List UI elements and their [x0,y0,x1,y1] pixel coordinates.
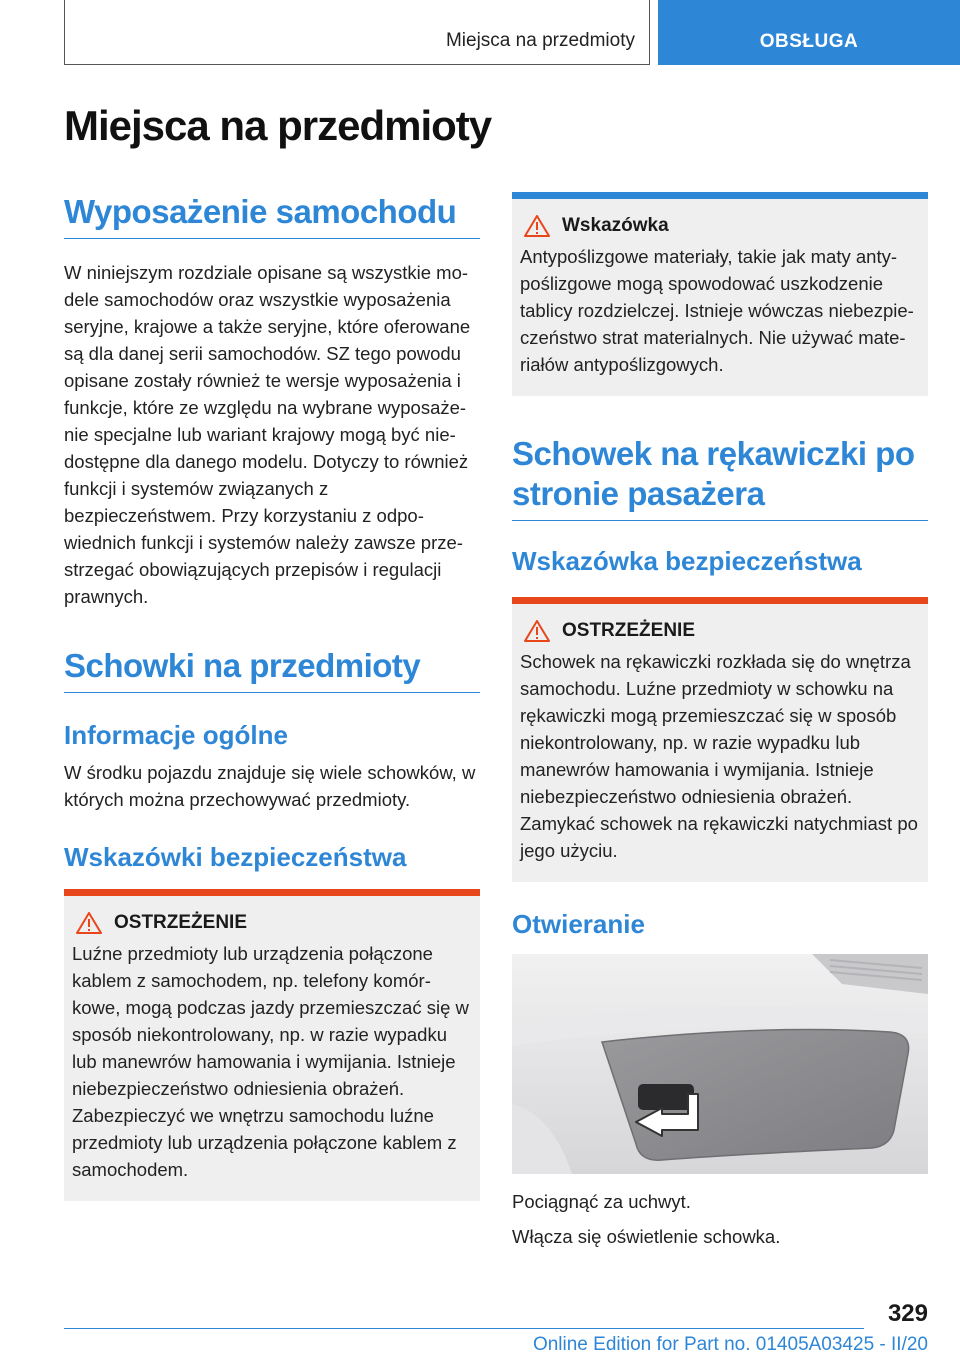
left-column [64,192,480,1201]
glovebox-warning-box [512,597,928,882]
warning-triangle-icon [76,912,102,934]
footer-divider [64,1328,864,1329]
heading-general-info: Informacje ogólne [64,720,288,750]
header-chapter-tab[interactable] [658,0,960,65]
right-column [512,192,928,1250]
note-box [512,192,928,396]
page-number: 329 [887,1300,928,1327]
warning-box [64,889,480,1201]
header-frame [64,0,650,65]
heading-equipment: Wyposażenie samochodu [64,192,480,239]
step-pull-handle: Pociągnąć za uchwyt. [512,1191,691,1212]
warning-text: Luźne przedmioty lub urządzenia połączone kablem z samochodem, np. telefony komórkowe, mogą podczas jazdy przemieszczać się w sposób niekontrolowany, np. w razie wypadku lub manewrów hamowania i wymijania. Istnieje niebezpieczeństwo odniesienia obrażeń. Zabezpieczyć we wnętrzu samochodu luźne przedmioty lub urządzenia połączone kablem z samochodem. [72,943,469,1180]
glovebox-warning-header [520,620,920,642]
page-title: Miejsca na przedmioty [64,102,492,149]
glovebox-photo [512,954,928,1174]
heading-safety-note: Wskazówka bezpieczeństwa [512,546,862,576]
heading-opening: Otwieranie [512,909,645,939]
paragraph-general-info: W środku pojazdu znajduje się wiele schowków, w których można przechowywać przedmioty. [64,762,476,810]
header-chapter-label: OBSŁUGA [759,31,859,52]
warning-triangle-icon [524,620,550,642]
heading-storage: Schowki na przedmioty [64,646,480,693]
note-text: Antypoślizgowe materiały, takie jak maty antypoślizgowe mogą spowodować uszkodzenie tablicy rozdzielczej. Istnieje wówczas niebezpieczeństwo strat materialnych. Nie używać materiałów antypoślizgowych. [520,246,914,375]
paragraph-equipment: W niniejszym rozdziale opisane są wszystkie modele samochodów oraz wszystkie wyposażenia seryjne, krajowe a także seryjne, które oferowane są dla danej serii samochodów. SZ tego powodu opisane zostały również te wersje wyposażenia i funkcje, które ze względu na wybrane wyposażenie specjalne lub wariant krajowy mogą być niedostępne dla danego modelu. Dotyczy to również funkcji i systemów związanych z bezpieczeństwem. Przy korzystaniu z odpowiednich funkcji i systemów należy zawsze przestrzegać obowiązujących przepisów i regulacji prawnych. [64,262,471,607]
caution-triangle-icon [524,215,550,237]
note-header [520,215,920,237]
glovebox-warning-text: Schowek na rękawiczki rozkłada się do wnętrza samochodu. Luźne przedmioty w schowku na rękawiczki mogą przemieszczać się w sposób niekontrolowany, np. w razie wypadku lub manewrów hamowania i wymijania. Istnieje niebezpieczeństwo odniesienia obrażeń. Zamykać schowek na rękawiczki natychmiast po jego użyciu. [520,651,918,861]
warning-title: OSTRZEŻENIE [114,912,248,933]
heading-glovebox: Schowek na rękawiczki po stronie pasażera [512,434,928,521]
note-title: Wskazówka [562,215,669,236]
glovebox-warning-title: OSTRZEŻENIE [562,620,696,641]
header-section-title: Miejsca na przedmioty [445,30,635,51]
heading-safety-notes: Wskazówki bezpieczeństwa [64,842,407,872]
step-light-on: Włącza się oświetlenie schowka. [512,1226,781,1247]
warning-header [72,912,472,934]
footer-edition[interactable]: Online Edition for Part no. 01405A03425 - II/20 [532,1334,928,1355]
glovebox-illustration [512,954,928,1174]
